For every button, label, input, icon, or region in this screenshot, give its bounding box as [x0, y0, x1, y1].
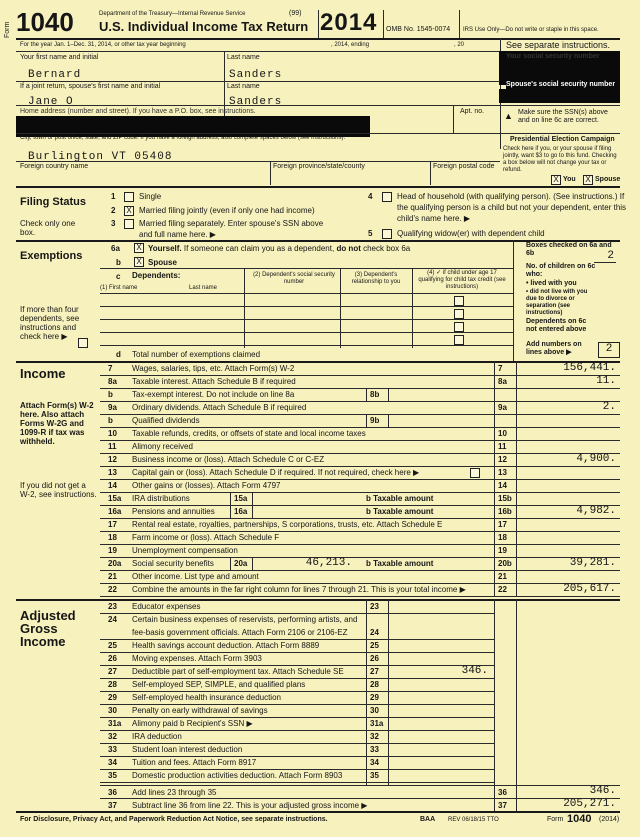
baa-label: BAA [420, 816, 436, 823]
income-line-b-4-text: Qualified dividends [132, 416, 200, 425]
income-line-8a-1-rule [100, 388, 620, 389]
income-line-10-5-text: Taxable refunds, credits, or offsets of state and local income taxes [132, 429, 366, 438]
income-line-22-17-text: Combine the amounts in the far right column for lines 7 through 21. This is your total income ▶ [132, 585, 466, 594]
spouse-first-value[interactable]: Jane O [28, 96, 74, 108]
income-line-15a-10-mid-sep2 [252, 492, 253, 505]
income-line-8a-1-box: 8a [498, 377, 507, 386]
apt-label: Apt. no. [460, 108, 485, 115]
last-name-value[interactable]: Sanders [229, 69, 283, 81]
income-line-7-0-amount[interactable]: 156,441. [563, 362, 616, 374]
income-line-13-8-box: 13 [498, 468, 507, 477]
agi-line-27-rule [100, 678, 494, 679]
agi-line-32-text: IRA deduction [132, 732, 182, 741]
footer-form-label: Form [547, 816, 564, 823]
income-line-16a-11-mid-box: 16a [234, 507, 248, 516]
fs-1-num: 1 [111, 192, 116, 201]
form-label-vertical [4, 10, 14, 40]
agi-title-2: Gross [20, 621, 58, 636]
income-line-b-4-rule [100, 427, 620, 428]
income-line-12-7-text: Business income or (loss). Attach Schedule C or C-EZ [132, 455, 325, 464]
agi-line-27-text: Deductible part of self-employment tax. Attach Schedule SE [132, 667, 344, 676]
income-line-8a-1-text: Taxable interest. Attach Schedule B if required [132, 377, 296, 386]
income-line-14-9-text: Other gains or (losses). Attach Form 4797 [132, 481, 281, 490]
income-line-14-9-rule [100, 492, 620, 493]
agi-line-30-box: 30 [370, 706, 379, 715]
income-line-16a-11-taxable: b Taxable amount [366, 507, 434, 516]
agi-line-33-num: 33 [108, 745, 117, 754]
agi-line-29-num: 29 [108, 693, 117, 702]
l6b-num: b [116, 258, 121, 267]
agi-line-24-box: 24 [370, 628, 379, 637]
ssn-label: Your social security number [506, 53, 600, 60]
income-line-9a-3-rule [100, 414, 620, 415]
income-line-13-8-num: 13 [108, 468, 117, 477]
income-line-7-0-box: 7 [498, 364, 503, 373]
agi-line-29-text: Self-employed health insurance deduction [132, 693, 281, 702]
add-numbers-label: Add numbers on lines above ▶ [526, 341, 582, 356]
l6c-num: c [116, 272, 121, 281]
income-line-17-12-box: 17 [498, 520, 507, 529]
check-only-one: Check only one box. [20, 219, 76, 237]
dependents-not-entered-label: Dependents on 6c not entered above [526, 318, 587, 333]
income-line-15a-10-taxable: b Taxable amount [366, 494, 434, 503]
income-line-b-2-mid-box: 8b [370, 390, 380, 399]
income-line-13-8-text: Capital gain or (loss). Attach Schedule D if required. If not required, check here ▶ [132, 468, 420, 477]
income-line-11-6-box: 11 [498, 442, 507, 451]
income-line-b-2-num: b [108, 390, 113, 399]
agi-line-26-text: Moving expenses. Attach Form 3903 [132, 654, 262, 663]
agi-line-34-num: 34 [108, 758, 117, 767]
yourself-checkbox[interactable]: X [134, 243, 144, 253]
lived-with-label: • lived with you [526, 280, 577, 287]
income-line-b-4-mid-box: 9b [370, 416, 380, 425]
l37-box: 37 [498, 801, 507, 810]
footer-form-year: (2014) [599, 816, 620, 823]
income-line-22-17-num: 22 [108, 585, 117, 594]
more-than-four-checkbox[interactable] [78, 338, 88, 348]
agi-line-32-rule [100, 743, 494, 744]
dep-col-last: Last name [189, 285, 218, 291]
spouse-last-label: Last name [227, 83, 260, 90]
foreign-postal-label: Foreign postal code [433, 163, 495, 170]
dependents-label: Dependents: [132, 271, 181, 280]
l6b-text: Spouse [148, 258, 177, 267]
more-than-four-note: If more than four dependents, see instructions and check here ▶ [20, 305, 80, 341]
dep-col-relationship: (3) Dependent's relationship to you [351, 272, 401, 285]
attach-w2-note: Attach Form(s) W-2 here. Also attach Forms W-2G and 1099-R if tax was withheld. [20, 401, 94, 446]
dep-col-ctc: (4) ✓ if child under age 17 qualifying for child tax credit (see instructions) [418, 270, 506, 290]
income-line-10-5-box: 10 [498, 429, 507, 438]
agi-line-25-box: 25 [370, 641, 379, 650]
agi-line-28-box: 28 [370, 680, 379, 689]
spouse-last-value[interactable]: Sanders [229, 96, 283, 108]
agi-line-26-box: 26 [370, 654, 379, 663]
fs-qw-checkbox[interactable] [382, 229, 392, 239]
l36-amount[interactable]: 346. [589, 785, 616, 797]
agi-line-34-rule [100, 769, 494, 770]
pec-title: Presidential Election Campaign [510, 136, 615, 143]
spouse-first-label: If a joint return, spouse's first name and initial [20, 83, 161, 90]
agi-line-35-text: Domestic production activities deduction. Attach Form 8903 [132, 771, 343, 780]
fs-4-num: 4 [368, 192, 373, 201]
agi-title-1: Adjusted [20, 608, 76, 623]
city-value[interactable]: Burlington VT 05408 [28, 151, 173, 163]
fs-5-num: 5 [368, 229, 373, 238]
agi-line-31a-box: 31a [370, 719, 384, 728]
dep-row1-ctc-checkbox[interactable] [454, 296, 464, 306]
comma-twenty: , 20 [454, 42, 465, 48]
income-line-15a-10-num: 15a [108, 494, 122, 503]
income-line-20a-15-mid-amount[interactable]: 46,213. [305, 557, 352, 569]
agi-line-30-rule [100, 717, 494, 718]
income-line-12-7-amount[interactable]: 4,900. [576, 453, 616, 465]
fs-3-num: 3 [111, 219, 116, 228]
income-line-15a-10-box: 15b [498, 494, 512, 503]
income-line-20a-15-mid-sep [230, 557, 231, 570]
first-name-value[interactable]: Bernard [28, 69, 82, 81]
l6a-num: 6a [111, 244, 120, 253]
income-line-9a-3-text: Ordinary dividends. Attach Schedule B if required [132, 403, 307, 412]
fs-hoh-label3: child's name here. ▶ [397, 214, 471, 223]
fs-single-label: Single [139, 192, 162, 201]
income-line-20a-15-rule [100, 570, 620, 571]
agi-line-28-num: 28 [108, 680, 117, 689]
income-line-16a-11-mid-sep [230, 505, 231, 518]
income-line-20a-15-text: Social security benefits [132, 559, 214, 568]
income-title: Income [20, 366, 66, 381]
fs-single-checkbox[interactable] [124, 192, 134, 202]
foreign-country-label: Foreign country name [20, 163, 89, 170]
income-line-20a-15-amount[interactable]: 39,281. [569, 557, 616, 569]
income-line-13-8-rule [100, 479, 620, 480]
agi-line-35-box: 35 [370, 771, 379, 780]
income-line-9a-3-num: 9a [108, 403, 117, 412]
income-line-9a-3-box: 9a [498, 403, 507, 412]
agi-line-30-num: 30 [108, 706, 117, 715]
dep-row4-ctc-checkbox[interactable] [454, 335, 464, 345]
income-line-22-17-rule [100, 596, 620, 597]
income-line-14-9-num: 14 [108, 481, 117, 490]
l36-box: 36 [498, 788, 507, 797]
agi-line-24-text2: fee-basis government officials. Attach Form 2106 or 2106-EZ [132, 628, 348, 637]
dep-col-ssn: (2) Dependent's social security number [253, 272, 335, 285]
income-line-22-17-amount[interactable]: 205,617. [563, 583, 616, 595]
form-number: 1040 [16, 7, 74, 37]
agi-line-33-text: Student loan interest deduction [132, 745, 243, 754]
income-line-11-6-num: 11 [108, 442, 117, 451]
last-name-label: Last name [227, 54, 260, 61]
l37-num: 37 [108, 801, 117, 810]
l37-text: Subtract line 36 from line 22. This is your adjusted gross income ▶ [132, 801, 368, 810]
income-line-9a-3-amount[interactable]: 2. [602, 401, 616, 413]
income-line-7-0-num: 7 [108, 364, 113, 373]
income-line-20a-15-num: 20a [108, 559, 122, 568]
agi-line-26-num: 26 [108, 654, 117, 663]
pec-text: Check here if you, or your spouse if filing jointly, want $3 to go to this fund. Checking a box below will not change your tax or refund. [503, 146, 617, 173]
spouse-checkbox[interactable]: X [134, 257, 144, 267]
tax-year-line: For the year Jan. 1–Dec. 31, 2014, or other tax year beginning [20, 42, 186, 48]
income-line-16a-11-box: 16b [498, 507, 512, 516]
fs-mfs-checkbox[interactable] [124, 219, 134, 229]
address-label: Home address (number and street). If you have a P.O. box, see instructions. [20, 108, 256, 115]
first-name-label: Your first name and initial [20, 54, 99, 61]
pec-spouse-checkbox[interactable]: X [583, 175, 593, 185]
income-line-17-12-text: Rental real estate, royalties, partnerships, S corporations, trusts, etc. Attach Schedule E [132, 520, 443, 529]
income-line-12-7-rule [100, 466, 620, 467]
omb-number: OMB No. 1545-0074 [386, 26, 451, 33]
agi-line-23-num: 23 [108, 602, 117, 611]
agi-line-27-amount[interactable]: 346. [461, 665, 488, 677]
income-line-20a-15-mid-box: 20a [234, 559, 248, 568]
income-line-12-7-num: 12 [108, 455, 117, 464]
warning-triangle-icon: ▲ [504, 111, 513, 121]
income-line-22-17-box: 22 [498, 585, 507, 594]
exemptions-title: Exemptions [20, 250, 83, 262]
agi-line-23-rule [100, 613, 494, 614]
income-line-19-14-num: 19 [108, 546, 117, 555]
agi-line-23-text: Educator expenses [132, 602, 201, 611]
income-line-19-14-box: 19 [498, 546, 507, 555]
fs-hoh-label2: the qualifying person is a child but not your dependent, enter this [397, 203, 627, 212]
agi-line-31a-rule [100, 730, 494, 731]
income-line-16a-11-amount[interactable]: 4,982. [576, 505, 616, 517]
agi-line-27-box: 27 [370, 667, 379, 676]
fs-2-num: 2 [111, 206, 116, 215]
irs-use-only: IRS Use Only—Do not write or staple in this space. [463, 27, 599, 33]
l37-amount[interactable]: 205,271. [563, 798, 616, 810]
not-lived-label: • did not live with you due to divorce or separation (see instructions) [526, 289, 588, 316]
income-line-17-12-num: 17 [108, 520, 117, 529]
agi-line-24-text: Certain business expenses of reservists, performing artists, and [132, 615, 358, 624]
form-title: U.S. Individual Income Tax Return [99, 19, 309, 34]
income-line-15a-10-mid-box: 15a [234, 494, 248, 503]
footer-form-number: 1040 [567, 813, 592, 825]
income-line-18-13-num: 18 [108, 533, 117, 542]
code-label: (99) [289, 10, 302, 17]
income-line-8a-1-amount[interactable]: 11. [596, 375, 616, 387]
income-line-7-0-text: Wages, salaries, tips, etc. Attach Form(s) W-2 [132, 364, 295, 373]
agi-line-28-text: Self-employed SEP, SIMPLE, and qualified plans [132, 680, 306, 689]
tax-year: 2014 [320, 9, 378, 36]
income-line-19-14-text: Unemployment compensation [132, 546, 238, 555]
income-line-21-16-box: 21 [498, 572, 507, 581]
dep-row2-ctc-checkbox[interactable] [454, 309, 464, 319]
income-line-b-4-num: b [108, 416, 113, 425]
income-line-16a-11-rule [100, 518, 620, 519]
fs-mfj-checkbox[interactable]: X [124, 206, 134, 216]
agi-line-25-rule [100, 652, 494, 653]
income-line-16a-11-num: 16a [108, 507, 122, 516]
children-label: No. of children on 6c who: [526, 263, 596, 278]
dep-col-first: (1) First name [100, 285, 138, 291]
agi-title-3: Income [20, 634, 66, 649]
agi-line-28-rule [100, 691, 494, 692]
fs-mfs-label: Married filing separately. Enter spouse's SSN above [139, 219, 324, 228]
agi-line-35-num: 35 [108, 771, 117, 780]
disclosure-note: For Disclosure, Privacy Act, and Paperwork Reduction Act Notice, see separate instructions. [20, 816, 328, 823]
income-line-b-4-mid-sep2 [388, 414, 389, 427]
pec-you-checkbox[interactable]: X [551, 175, 561, 185]
fs-qw-label: Qualifying widow(er) with dependent child [397, 229, 545, 238]
dep-row3-ctc-checkbox[interactable] [454, 322, 464, 332]
fs-hoh-label: Head of household (with qualifying person). (See instructions.) If [397, 192, 625, 201]
agi-line-24-rule [100, 639, 494, 640]
rev-label: REV 06/18/15 TTO [448, 817, 499, 823]
income-line-10-5-num: 10 [108, 429, 117, 438]
filing-status-title: Filing Status [20, 196, 86, 208]
agi-line-35-rule [100, 782, 494, 783]
ssn-correct-note: Make sure the SSN(s) above and on line 6c are correct. [518, 109, 608, 124]
agi-line-31a-text: Alimony paid b Recipient's SSN ▶ [132, 719, 253, 728]
agi-line-33-box: 33 [370, 745, 379, 754]
agi-line-31a-num: 31a [108, 719, 122, 728]
income-line-18-13-rule [100, 544, 620, 545]
agi-line-29-rule [100, 704, 494, 705]
income-line-20a-15-taxable: b Taxable amount [366, 559, 434, 568]
agi-line-23-box: 23 [370, 602, 379, 611]
city-label: City, town or post office, state, and ZIP code. If you have a foreign address, also complete spaces below (see instructions). [20, 135, 346, 141]
income-line-14-9-box: 14 [498, 481, 507, 490]
agi-line-25-text: Health savings account deduction. Attach Form 8889 [132, 641, 320, 650]
income-line-15a-10-text: IRA distributions [132, 494, 190, 503]
income-line-18-13-text: Farm income or (loss). Attach Schedule F [132, 533, 280, 542]
income-line-12-7-box: 12 [498, 455, 507, 464]
income-line-21-16-text: Other income. List type and amount [132, 572, 259, 581]
agi-line-30-text: Penalty on early withdrawal of savings [132, 706, 268, 715]
dept-label: Department of the Treasury—Internal Revenue Service [99, 11, 246, 17]
income-line-16a-11-text: Pensions and annuities [132, 507, 215, 516]
ending-label: , 2014, ending [331, 42, 370, 48]
see-instructions: See separate instructions. [506, 40, 611, 50]
l6d-text: Total number of exemptions claimed [132, 350, 261, 359]
agi-line-25-num: 25 [108, 641, 117, 650]
income-line-10-5-rule [100, 440, 620, 441]
capital-gain-checkbox[interactable] [470, 468, 480, 478]
form-vertical-text: Form [4, 21, 11, 38]
l6d-num: d [116, 350, 121, 359]
l36-text: Add lines 23 through 35 [132, 788, 217, 797]
income-line-b-4-mid-sep [366, 414, 367, 427]
income-line-15a-10-mid-sep [230, 492, 231, 505]
fs-hoh-checkbox[interactable] [382, 192, 392, 202]
boxes-checked-label: Boxes checked on 6a and 6b [526, 242, 612, 257]
income-line-21-16-num: 21 [108, 572, 117, 581]
agi-line-27-num: 27 [108, 667, 117, 676]
boxes-checked-value[interactable]: 2 [607, 250, 614, 262]
income-line-16a-11-mid-sep2 [252, 505, 253, 518]
total-exemptions-box[interactable]: 2 [598, 342, 620, 358]
agi-line-32-box: 32 [370, 732, 379, 741]
pec-you-label: You [563, 176, 576, 183]
agi-line-32-num: 32 [108, 732, 117, 741]
income-line-b-2-mid-sep2 [388, 388, 389, 401]
income-line-11-6-text: Alimony received [132, 442, 193, 451]
agi-line-29-box: 29 [370, 693, 379, 702]
l6a-text: Yourself. If someone can claim you as a dependent, do not check box 6a [148, 244, 411, 253]
agi-line-24-num: 24 [108, 615, 117, 624]
income-line-18-13-box: 18 [498, 533, 507, 542]
no-w2-note: If you did not get a W-2, see instructions. [20, 481, 97, 499]
fs-mfs-label2: and full name here. ▶ [139, 230, 216, 239]
foreign-province-label: Foreign province/state/county [273, 163, 365, 170]
income-line-b-2-mid-sep [366, 388, 367, 401]
pec-spouse-label: Spouse [595, 176, 621, 183]
fs-mfj-label: Married filing jointly (even if only one had income) [139, 206, 315, 215]
spouse-ssn-redaction [499, 89, 620, 103]
spouse-ssn-label: Spouse's social security number [506, 81, 620, 89]
income-line-17-12-rule [100, 531, 620, 532]
agi-line-34-text: Tuition and fees. Attach Form 8917 [132, 758, 257, 767]
income-line-8a-1-num: 8a [108, 377, 117, 386]
agi-line-33-rule [100, 756, 494, 757]
income-line-20a-15-box: 20b [498, 559, 512, 568]
agi-line-34-box: 34 [370, 758, 379, 767]
l36-num: 36 [108, 788, 117, 797]
income-line-b-2-text: Tax-exempt interest. Do not include on line 8a [132, 390, 295, 399]
